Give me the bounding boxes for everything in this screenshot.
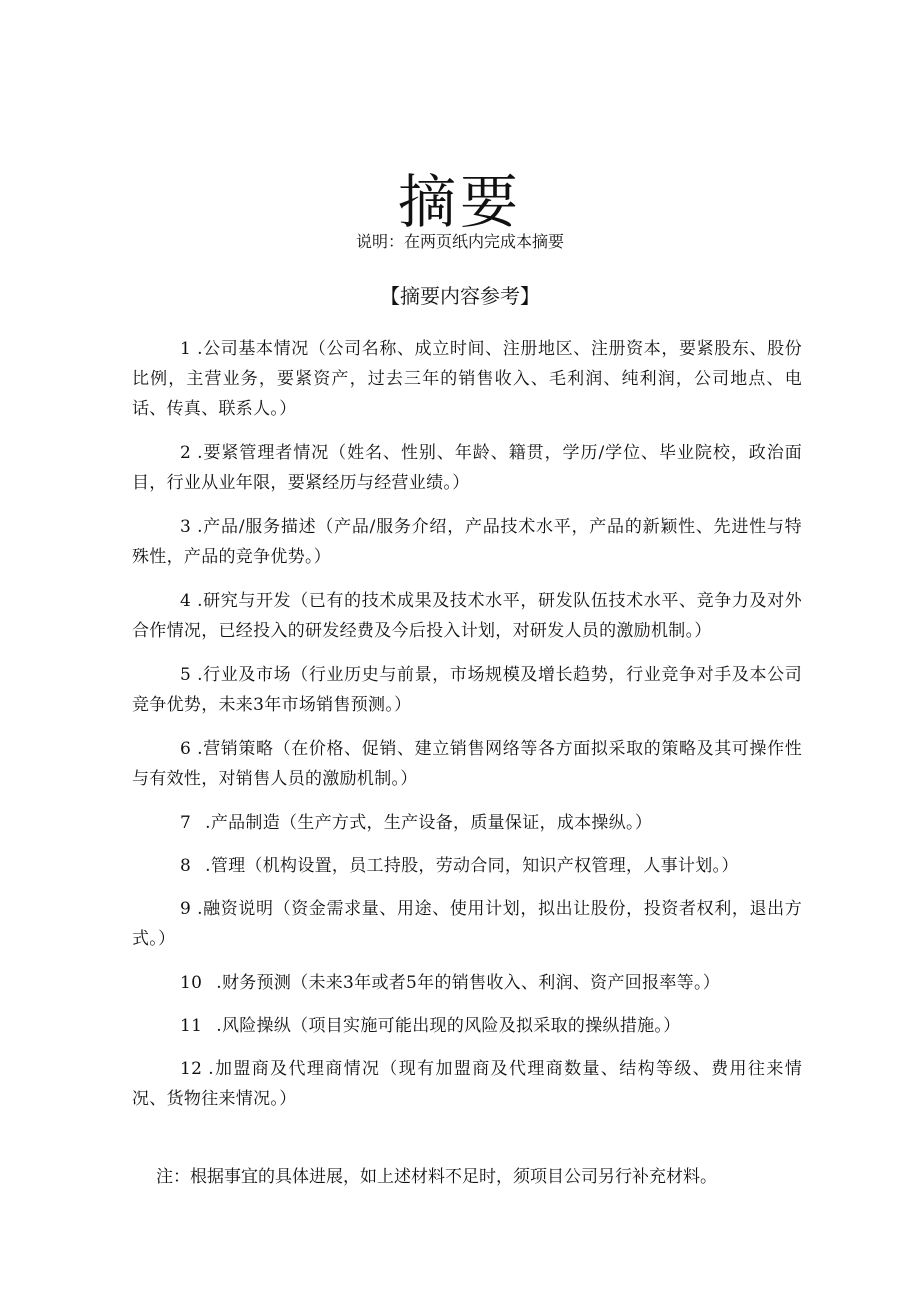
list-item <box>132 586 802 646</box>
list-item <box>132 808 802 838</box>
list-item <box>132 438 802 498</box>
page-subtitle: 说明：在两页纸内完成本摘要 <box>355 232 564 251</box>
list-item <box>132 968 802 998</box>
item-text: .风险操纵（项目实施可能出现的风险及拟采取的操纵措施。） <box>216 1016 681 1036</box>
item-number: 6 <box>180 739 192 759</box>
list-item <box>132 734 802 794</box>
item-text: .公司基本情况（公司名称、成立时间、注册地区、注册资本，要紧股东、股份比例，主营业务，要紧资产，过去三年的销售收入、毛利润、纯利润，公司地点、电话、传真、联系人。） <box>132 339 802 419</box>
item-number: 10 <box>180 973 203 993</box>
reference-item-list <box>132 334 802 1114</box>
item-number: 1 <box>180 339 192 359</box>
item-number: 8 <box>180 856 192 876</box>
item-number: 3 <box>180 517 192 537</box>
list-item <box>132 334 802 424</box>
item-text: .产品制造（生产方式，生产设备，质量保证，成本操纵。） <box>205 813 653 833</box>
list-item <box>132 894 802 954</box>
list-item <box>132 851 802 881</box>
list-item <box>132 512 802 572</box>
list-item <box>132 660 802 720</box>
item-number: 11 <box>180 1016 203 1036</box>
item-number: 12 <box>180 1059 203 1079</box>
item-text: .要紧管理者情况（姓名、性别、年龄、籍贯，学历/学位、毕业院校，政治面目，行业从业年限，要紧经历与经营业绩。） <box>132 443 802 493</box>
item-number: 9 <box>180 899 192 919</box>
section-heading: 【摘要内容参考】 <box>380 284 540 308</box>
item-number: 7 <box>180 813 192 833</box>
page-title: 摘要 <box>397 167 522 236</box>
item-text: .融资说明（资金需求量、用途、使用计划，拟出让股份，投资者权利，退出方式。） <box>132 899 802 949</box>
item-text: .行业及市场（行业历史与前景，市场规模及增长趋势，行业竞争对手及本公司竞争优势，未来3年市场销售预测。） <box>132 665 802 715</box>
item-number: 2 <box>180 443 192 463</box>
list-item <box>132 1054 802 1114</box>
item-text: .加盟商及代理商情况（现有加盟商及代理商数量、结构等级、费用往来情况、货物往来情况。） <box>132 1059 802 1109</box>
item-text: .管理（机构设置，员工持股，劳动合同，知识产权管理，人事计划。） <box>205 856 739 876</box>
item-number: 4 <box>180 591 192 611</box>
item-text: .研究与开发（已有的技术成果及技术水平，研发队伍技术水平、竞争力及对外合作情况，已经投入的研发经费及今后投入计划，对研发人员的激励机制。） <box>132 591 802 641</box>
item-number: 5 <box>180 665 192 685</box>
footnote: 注：根据事宜的具体进展，如上述材料不足时，须项目公司另行补充材料。 <box>156 1167 717 1187</box>
item-text: .营销策略（在价格、促销、建立销售网络等各方面拟采取的策略及其可操作性与有效性，对销售人员的激励机制。） <box>132 739 802 789</box>
item-text: .产品/服务描述（产品/服务介绍，产品技术水平，产品的新颖性、先进性与特殊性，产品的竞争优势。） <box>132 517 802 567</box>
list-item <box>132 1011 802 1041</box>
item-text: .财务预测（未来3年或者5年的销售收入、利润、资产回报率等。） <box>216 973 721 993</box>
